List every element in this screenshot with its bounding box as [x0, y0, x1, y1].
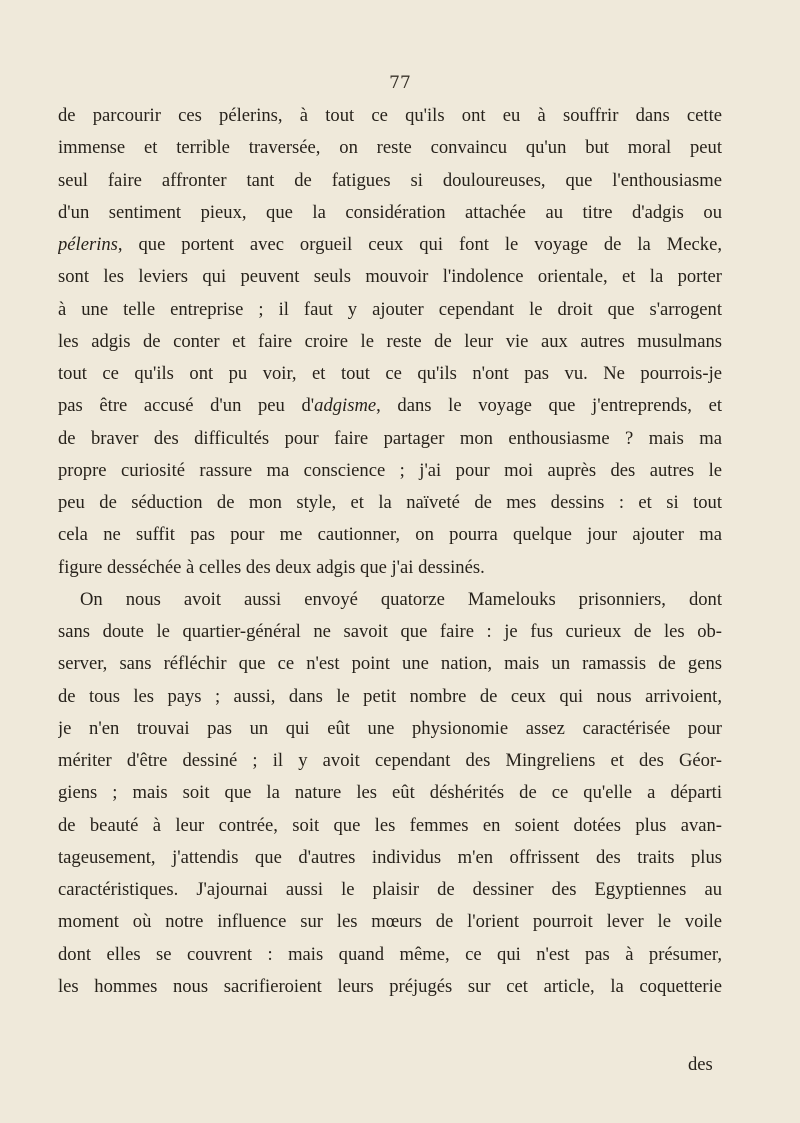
text-line [58, 713, 722, 745]
text-line [58, 810, 722, 842]
line-text: cela ne suffit pas pour me cautionner, on pourra quelque jour ajouter ma [58, 524, 722, 546]
line-text: sans doute le quartier-général ne savoit que faire : je fus curieux de les ob- [58, 621, 722, 642]
text-line [58, 229, 722, 261]
text-line [58, 197, 722, 229]
line-text: de beauté à leur contrée, soit que les femmes en soient dotées plus avan- [58, 814, 722, 836]
line-text: , dans le voyage que j'entreprends, et [376, 395, 722, 417]
text-line [58, 939, 722, 971]
line-text: On nous avoit aussi envoyé quatorze Mamelouks prisonniers, dont [80, 588, 722, 610]
text-line [58, 132, 722, 164]
line-text: tageusement, j'attendis que d'autres individus m'en offrissent des traits plus [58, 846, 722, 868]
text-line [58, 874, 722, 906]
line-text: immense et terrible traversée, on reste convaincu qu'un but moral peut [58, 137, 722, 159]
text-line [58, 519, 722, 551]
text-line [58, 971, 722, 1003]
text-line [58, 681, 722, 713]
text-line [58, 906, 722, 938]
line-text: les hommes nous sacrifieroient leurs préjugés sur cet article, la coquetterie [58, 975, 722, 997]
line-text: peu de séduction de mon style, et la naïveté de mes dessins : et si tout [58, 492, 722, 513]
text-line [58, 100, 722, 132]
text-line [58, 616, 722, 648]
line-text: figure desséchée à celles des deux adgis que j'ai dessinés. [58, 556, 485, 578]
page-number: 77 [389, 73, 411, 93]
text-line [58, 423, 722, 455]
line-text: mériter d'être dessiné ; il y avoit cependant des Mingreliens et des Géor- [58, 750, 722, 771]
text-line [58, 842, 722, 874]
text-line [58, 390, 722, 422]
line-text: à une telle entreprise ; il faut y ajouter cependant le droit que s'arrogent [58, 298, 722, 320]
line-text: seul faire affronter tant de fatigues si douloureuses, que l'enthousiasme [58, 169, 722, 191]
line-text: sont les leviers qui peuvent seuls mouvoir l'indolence orientale, et la porter [58, 266, 722, 288]
text-line [58, 455, 722, 487]
line-text: d'un sentiment pieux, que la considération attachée au titre d'adgis ou [58, 201, 722, 223]
line-text: de parcourir ces pélerins, à tout ce qu'ils ont eu à souffrir dans cette [58, 105, 722, 126]
text-line [58, 777, 722, 809]
text-line [58, 487, 722, 519]
text-line [58, 648, 722, 680]
line-text: de tous les pays ; aussi, dans le petit nombre de ceux qui nous arrivoient, [58, 685, 722, 707]
line-text: propre curiosité rassure ma conscience ; j'ai pour moi auprès des autres le [58, 459, 722, 481]
text-line [58, 745, 722, 777]
text-line [58, 294, 722, 326]
line-text: , que portent avec orgueil ceux qui font le voyage de la Mecke, [117, 234, 722, 255]
catchword: des [688, 1054, 713, 1075]
line-text: caractéristiques. J'ajournai aussi le plaisir de dessiner des Egyptiennes au [58, 879, 722, 900]
text-line [58, 165, 722, 197]
italic-term-adgisme: adgisme [314, 395, 377, 417]
text-line [58, 261, 722, 293]
text-line [58, 326, 722, 358]
italic-term-pelerins: pélerins [58, 234, 118, 255]
line-text: je n'en trouvai pas un qui eût une physionomie assez caractérisée pour [58, 717, 722, 739]
paragraph-end-line [58, 552, 722, 584]
line-text: giens ; mais soit que la nature les eût déshérités de ce qu'elle a départi [58, 782, 722, 804]
text-line [58, 358, 722, 390]
paragraph-start-line [58, 584, 722, 616]
line-text: moment où notre influence sur les mœurs de l'orient pourroit lever le voile [58, 911, 722, 933]
body-text [58, 100, 722, 1003]
line-text: tout ce qu'ils ont pu voir, et tout ce qu'ils n'ont pas vu. Ne pourrois-je [58, 363, 722, 384]
line-text: de braver des difficultés pour faire partager mon enthousiasme ? mais ma [58, 427, 722, 449]
line-text: server, sans réfléchir que ce n'est point une nation, mais un ramassis de gens [58, 653, 722, 675]
line-text: dont elles se couvrent : mais quand même, ce qui n'est pas à présumer, [58, 943, 722, 965]
line-text: pas être accusé d'un peu d' [58, 395, 315, 417]
line-text: les adgis de conter et faire croire le reste de leur vie aux autres musulmans [58, 330, 722, 352]
